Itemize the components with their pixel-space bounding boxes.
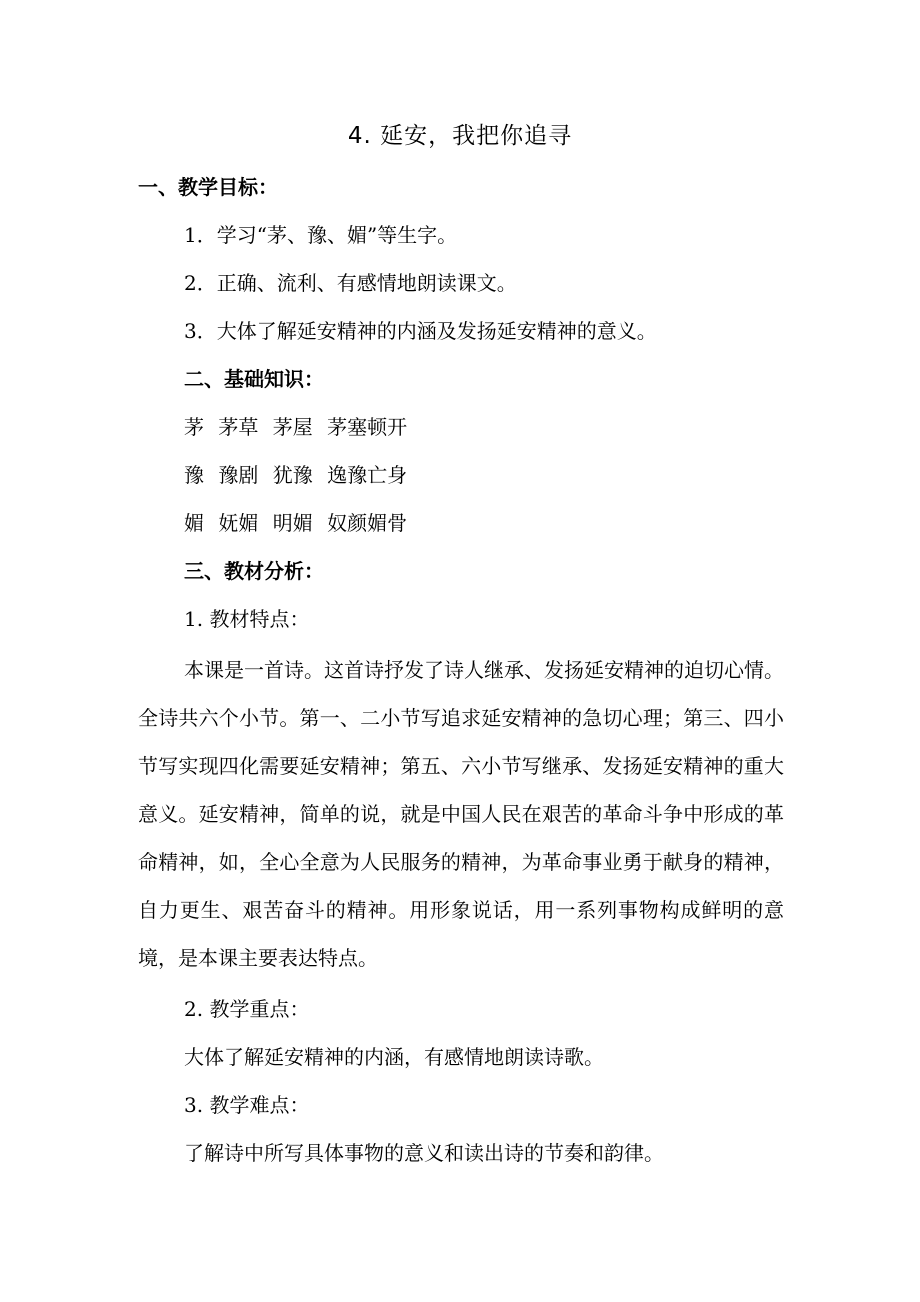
vocab-word: 茅草 bbox=[218, 415, 259, 439]
vocab-char: 媚 bbox=[184, 511, 204, 535]
objective-item-2: 2．正确、流利、有感情地朗读课文。 bbox=[184, 271, 517, 295]
vocab-idiom: 奴颜媚骨 bbox=[327, 511, 408, 535]
vocab-char: 茅 bbox=[184, 415, 204, 439]
vocab-row-mei bbox=[184, 508, 415, 538]
vocab-idiom: 茅塞顿开 bbox=[327, 415, 408, 439]
subheading-key-points: 2. 教学重点： bbox=[184, 997, 310, 1021]
subheading-features: 1. 教材特点： bbox=[184, 607, 310, 631]
vocab-word: 豫剧 bbox=[218, 463, 259, 487]
vocab-word: 茅屋 bbox=[272, 415, 313, 439]
objective-item-1: 1．学习“茅、豫、媚”等生字。 bbox=[184, 223, 458, 247]
key-points-text: 大体了解延安精神的内涵，有感情地朗读诗歌。 bbox=[184, 1045, 604, 1069]
vocab-row-mao bbox=[184, 412, 415, 442]
subheading-difficulties: 3. 教学难点： bbox=[184, 1093, 310, 1117]
section-heading-analysis: 三、教材分析： bbox=[184, 559, 324, 583]
vocab-row-yu bbox=[184, 460, 415, 490]
section-heading-objectives: 一、教学目标： bbox=[138, 175, 278, 199]
section-heading-basics: 二、基础知识： bbox=[184, 367, 324, 391]
vocab-word: 明媚 bbox=[272, 511, 313, 535]
vocab-char: 豫 bbox=[184, 463, 204, 487]
features-paragraph: 本课是一首诗。这首诗抒发了诗人继承、发扬延安精神的迫切心情。全诗共六个小节。第一、二小节写追求延安精神的急切心理；第三、四小节写实现四化需要延安精神；第五、六小节写继承、发扬延安精神的重大意义。延安精神，简单的说，就是中国人民在艰苦的革命斗争中形成的革命精神，如，全心全意为人民服务的精神，为革命事业勇于献身的精神，自力更生、艰苦奋斗的精神。用形象说话，用一系列事物构成鲜明的意境，是本课主要表达特点。 bbox=[138, 658, 784, 970]
page-title: 4. 延安，我把你追寻 bbox=[347, 123, 573, 149]
difficulties-text: 了解诗中所写具体事物的意义和读出诗的节奏和韵律。 bbox=[184, 1141, 664, 1165]
vocab-word: 犹豫 bbox=[272, 463, 313, 487]
vocab-word: 妩媚 bbox=[218, 511, 259, 535]
vocab-idiom: 逸豫亡身 bbox=[327, 463, 408, 487]
objective-item-3: 3．大体了解延安精神的内涵及发扬延安精神的意义。 bbox=[184, 319, 657, 343]
